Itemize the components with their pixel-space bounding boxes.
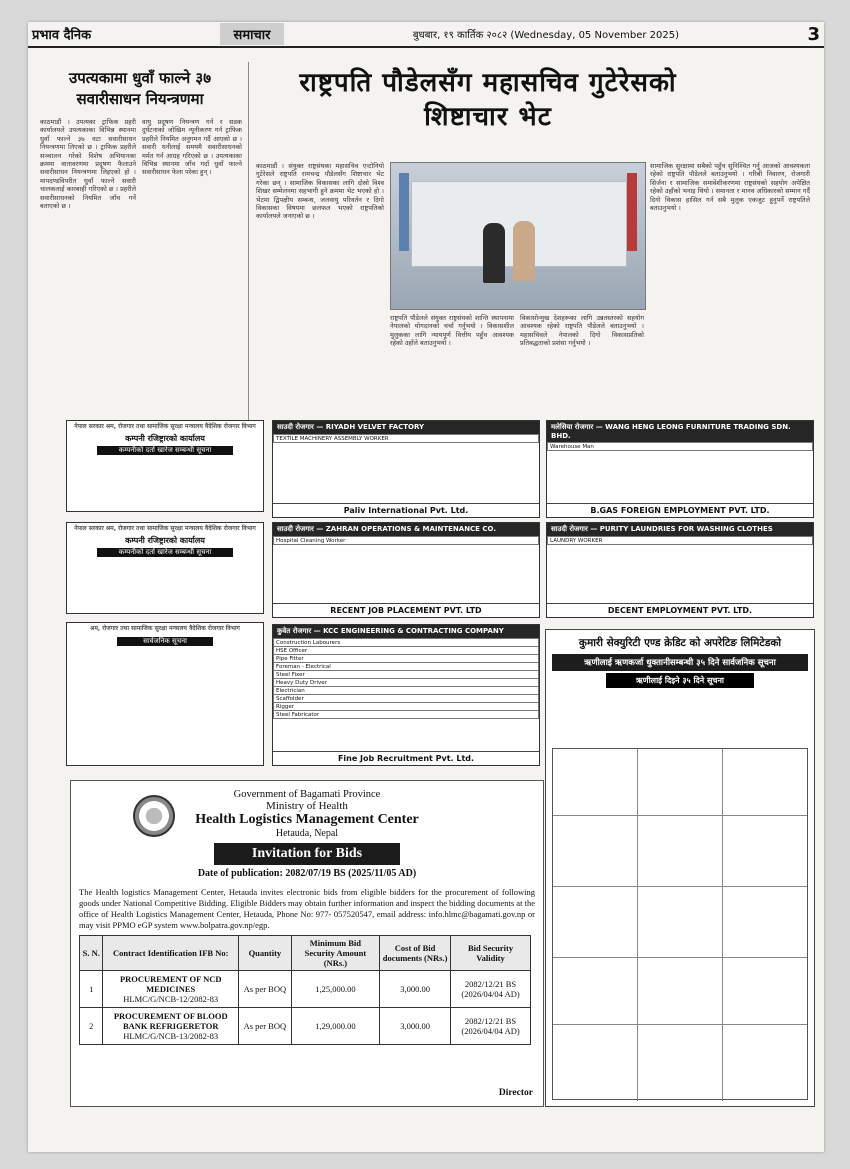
- col-contract: Contract Identification IFB No:: [103, 936, 239, 971]
- flag-right: [627, 173, 637, 251]
- job-ad-5-row: HSE Officer: [274, 647, 539, 655]
- notice-2: [66, 522, 264, 614]
- invitation-for-bids: [70, 780, 544, 1107]
- table-row: [80, 971, 531, 1008]
- notice-2-title: नेपाल सरकार श्रम, रोजगार तथा सामाजिक सुरक्षा मन्त्रालय वैदेशिक रोजगार विभाग: [74, 525, 256, 532]
- nepal-emblem-icon: [133, 795, 175, 837]
- row-contract: [103, 971, 239, 1008]
- left-story-col1: काठमाडौं । उपत्यका ट्राफिक प्रहरी कार्यालयले उपत्यकाका विभिन्न स्थानमा धुवाँ फाल्ने ३७ वटा सवारीसाधन नियन्त्रणमा लिएको छ । ट्राफिक प्रहरीले सञ्चालन गरेको विशेष अभियानका क्रममा वातावरणमा प्रदूषण फैलाउने सवारीसाधन नियन्त्रणमा लिइएको हो । मापदण्डविपरीत धुवाँ फाल्ने सवारी चालकलाई कारबाही गरिएको छ । प्रहरीले सवारीसाधनको नियमित जाँच गर्ने बताएको छ ।: [40, 118, 136, 211]
- row-sn: 1: [80, 971, 103, 1008]
- bids-signature: Director: [498, 1088, 533, 1098]
- col-sn: S. N.: [80, 936, 103, 971]
- job-ad-5-row: Steel Fabricator: [274, 711, 539, 719]
- row-security: 1,29,000.00: [291, 1008, 379, 1045]
- person-right: [513, 221, 535, 281]
- column-divider: [248, 62, 249, 458]
- job-ad-5-row: Pipe Fitter: [274, 655, 539, 663]
- main-story-col4: सामाजिक सुरक्षामा सबैको पहुँच सुनिश्चित गर्नु आजको आवश्यकता रहेको राष्ट्रपति पौडेलले बताउनुभयो । गरिबी निवारण, रोजगारी सिर्जना र सामाजिक समावेशीकरणमा राष्ट्रसंघको सहयोग अपेक्षित रहेको उहाँको भनाइ थियो । समानता र मानव अधिकारको सम्मान गर्दै दिगो विकास हासिल गर्न सबै मुलुक एकजुट हुनुपर्ने राष्ट्रपतिले बताउनुभयो ।: [650, 162, 810, 213]
- job-ad-5-row: Heavy Duty Driver: [274, 679, 539, 687]
- job-ad-1-position: TEXTILE MACHINERY ASSEMBLY WORKER: [274, 435, 539, 443]
- kumari-subband: ऋणीलाई दिइने ३५ दिने सूचना: [606, 673, 754, 688]
- job-ad-5-country: कुवेत रोजगार: [277, 627, 312, 635]
- job-ad-2-agency: B.GAS FOREIGN EMPLOYMENT PVT. LTD.: [547, 503, 813, 517]
- row-quantity: As per BOQ: [239, 1008, 292, 1045]
- main-story-col3: विकासोन्मुख देशहरूका लागि उन्नतस्तरको सहयोग आवश्यक रहेको राष्ट्रपति पौडेलले बताउनुभयो । महासचिवले नेपालको दिगो विकासप्रतिको प्रतिबद्धताको प्रशंसा गर्नुभयो ।: [520, 314, 644, 348]
- table-row: [80, 1008, 531, 1045]
- notice-3-title: श्रम, रोजगार तथा सामाजिक सुरक्षा मन्त्रालय वैदेशिक रोजगार विभाग: [90, 625, 240, 632]
- job-ad-2-company: WANG HENG LEONG FURNITURE TRADING SDN. BHD.: [551, 423, 791, 440]
- job-ad-5-row: Scaffolder: [274, 695, 539, 703]
- bids-government: Government of Bagamati Province: [233, 789, 381, 800]
- row-validity: 2082/12/21 BS (2026/04/04 AD): [451, 971, 531, 1008]
- job-ad-3: साउदी रोजगार — ZAHRAN OPERATIONS & MAINTENANCE CO. Hospital Cleaning Worker RECENT JOB PLACEMENT PVT. LTD: [272, 522, 540, 618]
- bids-center: Health Logistics Management Center: [195, 812, 419, 827]
- col-validity: Bid Security Validity: [451, 936, 531, 971]
- job-ad-4-country: साउदी रोजगार: [551, 525, 588, 533]
- left-story-col2: वायु प्रदूषण नियन्त्रण गर्न र सडक दुर्घटनाको जोखिम न्यूनीकरण गर्न ट्राफिक प्रहरीले नियमित अनुगमन गर्दै आएको छ । सवारी धनीलाई समयमै सवारीसाधनको मर्मत गर्न आग्रह गरिएको छ । उपत्यकाका विभिन्न स्थानमा जाँच गर्दा धुवाँ फाल्ने सवारीसाधन फेला परेका हुन् ।: [142, 118, 242, 177]
- bids-table: [79, 935, 531, 1045]
- job-ad-2-position: Warehouse Man: [548, 443, 813, 451]
- job-ad-1-country: साउदी रोजगार: [277, 423, 314, 431]
- bids-ministry: Ministry of Health: [266, 800, 348, 812]
- notice-2-band: कम्पनीको दर्ता खारेज सम्बन्धी सूचना: [97, 548, 233, 557]
- job-ad-3-company: ZAHRAN OPERATIONS & MAINTENANCE CO.: [325, 525, 496, 533]
- page-header: [28, 22, 824, 48]
- job-ad-5-row: Electrician: [274, 687, 539, 695]
- job-ad-3-country: साउदी रोजगार: [277, 525, 314, 533]
- col-cost: Cost of Bid documents (NRs.): [380, 936, 451, 971]
- job-ad-3-position: Hospital Cleaning Worker: [274, 537, 539, 545]
- job-ad-1-company: RIYADH VELVET FACTORY: [325, 423, 425, 431]
- job-ad-4-company: PURITY LAUNDRIES FOR WASHING CLOTHES: [599, 525, 773, 533]
- job-ad-1-agency: Paliv International Pvt. Ltd.: [273, 503, 539, 517]
- newspaper-page: [28, 22, 824, 1152]
- row-contract: [103, 1008, 239, 1045]
- row-cost: 3,000.00: [380, 1008, 451, 1045]
- job-ad-5-company: KCC ENGINEERING & CONTRACTING COMPANY: [323, 627, 504, 635]
- bids-publication-date: Date of publication: 2082/07/19 BS (2025/11/05 AD): [197, 868, 417, 879]
- job-ad-5-row: Steel Fixer: [274, 671, 539, 679]
- notice-2-sub: कम्पनी रजिष्ट्रारको कार्यालय: [125, 536, 205, 545]
- row-cost: 3,000.00: [380, 971, 451, 1008]
- notice-1-title: नेपाल सरकार श्रम, रोजगार तथा सामाजिक सुरक्षा मन्त्रालय वैदेशिक रोजगार विभाग: [74, 423, 256, 430]
- kumari-notice: [545, 629, 815, 1107]
- flag-left: [399, 173, 409, 251]
- job-ad-5-row: Foreman - Electrical: [274, 663, 539, 671]
- notice-3-band: सार्वजनिक सूचना: [117, 637, 213, 646]
- bids-body: The Health logistics Management Center, Hetauda invites electronic bids from eligible bidders for the procurement of following goods under National Competitive Bidding. Eligible Bidders may obtain further information and inspect the bidding documents at the office of Health Logistics Management Center, Hetauda, Phone No: 977- 057520547, email address: info.hlmc@bagamati.gov.np or may visit PPMO eGP system www.bolpatra.gov.np/egp.: [79, 887, 535, 930]
- row-item-name: PROCUREMENT OF BLOOD BANK REFRIGERETOR: [113, 1011, 228, 1031]
- newspaper-name: प्रभाव दैनिक: [32, 28, 92, 43]
- col-security: Minimum Bid Security Amount (NRs.): [291, 936, 379, 971]
- row-ifb: HLMC/G/NCB-12/2082-83: [123, 994, 219, 1004]
- row-item-name: PROCUREMENT OF NCD MEDICINES: [119, 974, 222, 994]
- job-ad-4-agency: DECENT EMPLOYMENT PVT. LTD.: [547, 603, 813, 617]
- notice-1: [66, 420, 264, 512]
- person-left: [483, 223, 505, 283]
- col-quantity: Quantity: [239, 936, 292, 971]
- notice-1-sub: कम्पनी रजिष्ट्रारको कार्यालय: [125, 434, 205, 443]
- section-label: समाचार: [220, 23, 285, 45]
- job-ad-2: मलेसिया रोजगार — WANG HENG LEONG FURNITURE TRADING SDN. BHD. Warehouse Man B.GAS FOREIGN EMPLOYMENT PVT. LTD.: [546, 420, 814, 518]
- job-ad-5-table: [273, 638, 539, 719]
- row-validity: 2082/12/21 BS (2026/04/04 AD): [451, 1008, 531, 1045]
- job-ad-5-agency: Fine Job Recruitment Pvt. Ltd.: [273, 751, 539, 765]
- job-ad-4-position: LAUNDRY WORKER: [548, 537, 813, 545]
- notice-1-band: कम्पनीको दर्ता खारेज सम्बन्धी सूचना: [97, 446, 233, 455]
- job-ad-2-country: मलेसिया रोजगार: [551, 423, 594, 431]
- main-story-headline: राष्ट्रपति पौडेलसँग महासचिव गुटेरेसको शिष्टाचार भेट: [299, 68, 677, 132]
- notice-3: [66, 622, 264, 766]
- story-photo: [390, 162, 646, 310]
- job-ad-5-row: Rigger: [274, 703, 539, 711]
- kumari-table: [552, 748, 808, 1100]
- row-security: 1,25,000.00: [291, 971, 379, 1008]
- job-ad-5: कुवेत रोजगार — KCC ENGINEERING & CONTRACTING COMPANY Construction Labourers HSE Officer Pipe Fitter Foreman - Electrical Steel Fixer Heavy Duty Driver Electrician Scaffolder Rigger Steel Fabricator Fine Job Recruitment Pvt. Ltd.: [272, 624, 540, 766]
- kumari-band: ऋणीलाई ऋणकर्जा धुक्तानीसम्बन्धी ३५ दिने सार्वजनिक सूचना: [552, 654, 808, 671]
- job-ad-1: साउदी रोजगार — RIYADH VELVET FACTORY TEXTILE MACHINERY ASSEMBLY WORKER Paliv International Pvt. Ltd.: [272, 420, 540, 518]
- bids-banner: Invitation for Bids: [214, 843, 400, 865]
- row-sn: 2: [80, 1008, 103, 1045]
- page-number: 3: [807, 23, 820, 45]
- row-ifb: HLMC/G/NCB-13/2082-83: [123, 1031, 219, 1041]
- left-story-headline: उपत्यकामा धुवाँ फाल्ने ३७ सवारीसाधन नियन्त्रणमा: [68, 69, 212, 108]
- row-quantity: As per BOQ: [239, 971, 292, 1008]
- bids-place: Hetauda, Nepal: [275, 828, 339, 839]
- issue-date: बुधबार, १९ कार्तिक २०८२ (Wednesday, 05 November 2025): [412, 30, 680, 41]
- main-story-col2: राष्ट्रपति पौडेलले संयुक्त राष्ट्रसंघको शान्ति स्थापनामा नेपालको योगदानको चर्चा गर्नुभयो । विकासशील मुलुकका लागि न्यायपूर्ण वित्तीय पहुँच आवश्यक रहेको उहाँले बताउनुभयो ।: [390, 314, 514, 348]
- kumari-title: कुमारी सेक्युरिटी एण्ड क्रेडिट को अपरेटिङ लिमिटेडको: [578, 637, 782, 649]
- job-ad-4: साउदी रोजगार — PURITY LAUNDRIES FOR WASHING CLOTHES LAUNDRY WORKER DECENT EMPLOYMENT PVT. LTD.: [546, 522, 814, 618]
- job-ad-5-row: Construction Labourers: [274, 639, 539, 647]
- main-story-col1: काठमाडौं । संयुक्त राष्ट्रसंघका महासचिव एन्टोनियो गुटेरेसले राष्ट्रपति रामचन्द्र पौडेलसँग शिष्टाचार भेट गरेका छन् । सामाजिक विकासका लागि दोस्रो विश्व शिखर सम्मेलनमा सहभागी हुने क्रममा भेट भएको हो । भेटमा द्विपक्षीय सम्बन्ध, जलवायु परिवर्तन र दिगो विकासका विषयमा छलफल भएको राष्ट्रपतिको कार्यालयले जनाएको छ ।: [256, 162, 384, 221]
- job-ad-3-agency: RECENT JOB PLACEMENT PVT. LTD: [273, 603, 539, 617]
